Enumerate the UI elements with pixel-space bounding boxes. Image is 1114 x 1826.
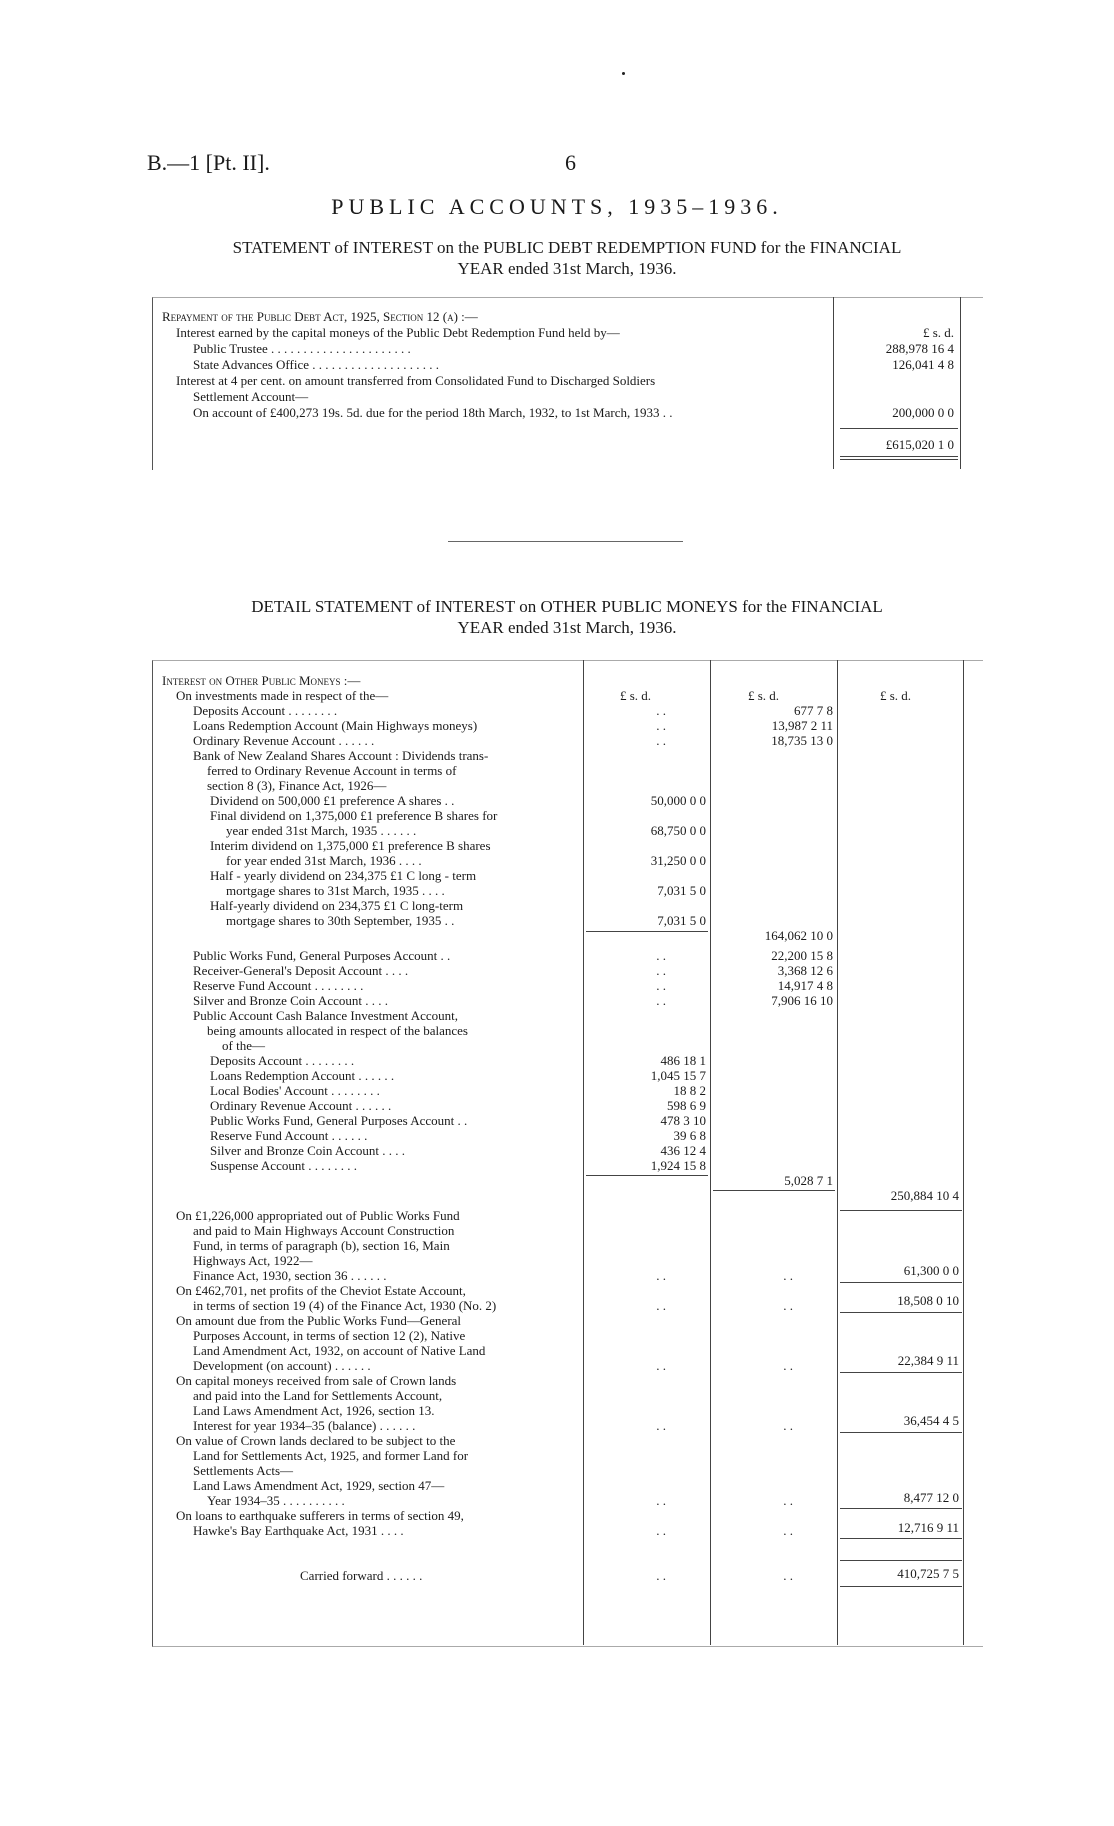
- statement2-line: Land Amendment Act, 1932, on account of Native Land: [193, 1343, 486, 1358]
- statement1-heading-line2: YEAR ended 31st March, 1936.: [457, 259, 677, 278]
- col1-amount: . .: [656, 1523, 666, 1538]
- statement2-line: in terms of section 19 (4) of the Finance Act, 1930 (No. 2): [193, 1298, 497, 1313]
- statement1-total-rule-bottom: [840, 456, 958, 457]
- statement2-line: Loans Redemption Account . . . . . .: [210, 1068, 395, 1083]
- statement1-row: Interest earned by the capital moneys of the Public Debt Redemption Fund held by—: [176, 325, 620, 340]
- col2-amount: 3,368 12 6: [777, 963, 833, 978]
- statement2-line: Land Laws Amendment Act, 1929, section 47—: [193, 1478, 445, 1493]
- col1-amount: 7,031 5 0: [657, 883, 706, 898]
- statement2-line: Deposits Account . . . . . . . .: [210, 1053, 355, 1068]
- col3-amount: 410,725 7 5: [897, 1566, 959, 1581]
- col2-amount: . .: [783, 1298, 793, 1313]
- col2-amount: 13,987 2 11: [771, 718, 833, 733]
- statement2-line: Public Account Cash Balance Investment Account,: [193, 1008, 458, 1023]
- statement2-line: Interim dividend on 1,375,000 £1 preference B shares: [210, 838, 491, 853]
- statement2-line: Interest for year 1934–35 (balance) . . . . . .: [193, 1418, 416, 1433]
- col3-head: £ s. d.: [880, 688, 912, 703]
- statement2-line: Silver and Bronze Coin Account . . . .: [193, 993, 388, 1008]
- statement2-line: section 8 (3), Finance Act, 1926—: [207, 778, 387, 793]
- col1-amount: . .: [656, 1268, 666, 1283]
- statement2-line: Purposes Account, in terms of section 12 (2), Native: [193, 1328, 466, 1343]
- statement2-line: Reserve Fund Account . . . . . . . .: [193, 978, 364, 993]
- col1-amount: . .: [656, 1493, 666, 1508]
- page-number: 6: [565, 150, 576, 175]
- statement2-line: On amount due from the Public Works Fund—General: [176, 1313, 462, 1328]
- col1-amount: . .: [656, 948, 666, 963]
- statement2-line: Settlements Acts—: [193, 1463, 294, 1478]
- statement2-line: Carried forward . . . . . .: [300, 1568, 423, 1583]
- statement1-amount: 126,041 4 8: [892, 357, 954, 372]
- statement2-line: being amounts allocated in respect of the balances: [207, 1023, 468, 1038]
- statement1-row: State Advances Office . . . . . . . . . . . . . . . . . . . .: [193, 357, 439, 372]
- statement2-line: On £462,701, net profits of the Cheviot Estate Account,: [176, 1283, 466, 1298]
- statement2-line: Reserve Fund Account . . . . . .: [210, 1128, 368, 1143]
- col2-amount: . .: [783, 1268, 793, 1283]
- statement1-row: Public Trustee . . . . . . . . . . . . . . . . . . . . . .: [193, 341, 411, 356]
- statement2-line: Half - yearly dividend on 234,375 £1 C long - term: [210, 868, 477, 883]
- statement2-line: Loans Redemption Account (Main Highways moneys): [193, 718, 478, 733]
- statement1-total-rule-double: [840, 459, 958, 460]
- statement2-line: Ordinary Revenue Account . . . . . .: [193, 733, 375, 748]
- statement2-line: and paid to Main Highways Account Construction: [193, 1223, 455, 1238]
- col3-rule: [840, 1538, 962, 1539]
- col1-amount: . .: [656, 1298, 666, 1313]
- statement2-line: Public Works Fund, General Purposes Account . .: [193, 948, 451, 963]
- statement2-line: Suspense Account . . . . . . . .: [210, 1158, 357, 1173]
- statement2-line: On investments made in respect of the—: [176, 688, 389, 703]
- statement2-line: Interest on Other Public Moneys :—: [162, 673, 361, 688]
- col3-rule: [840, 1312, 962, 1313]
- col1-subtotal-rule: [586, 1175, 708, 1176]
- statement2-line: Silver and Bronze Coin Account . . . .: [210, 1143, 405, 1158]
- statement2-line: On £1,226,000 appropriated out of Public Works Fund: [176, 1208, 460, 1223]
- statement2-line: Land Laws Amendment Act, 1926, section 13.: [193, 1403, 435, 1418]
- col2-amount: . .: [783, 1568, 793, 1583]
- statement1-row: Repayment of the Public Debt Act, 1925, Section 12 (a) :—: [162, 309, 478, 324]
- statement2-line: of the—: [222, 1038, 265, 1053]
- statement2-line: ferred to Ordinary Revenue Account in terms of: [207, 763, 457, 778]
- statement1-col-divider: [833, 297, 834, 469]
- statement2-line: On capital moneys received from sale of Crown lands: [176, 1373, 457, 1388]
- statement2-right-rule: [963, 660, 964, 1645]
- statement2-line: Highways Act, 1922—: [193, 1253, 313, 1268]
- col1-amount: 50,000 0 0: [650, 793, 706, 808]
- col1-amount: . .: [656, 1358, 666, 1373]
- col3-amount: 22,384 9 11: [897, 1353, 959, 1368]
- col1-amount: 31,250 0 0: [650, 853, 706, 868]
- col2-head: £ s. d.: [748, 688, 780, 703]
- col1-amount: 1,924 15 8: [650, 1158, 706, 1173]
- col1-amount: 486 18 1: [660, 1053, 706, 1068]
- statement2-col-divider-1: [583, 660, 584, 1645]
- statement2-line: year ended 31st March, 1935 . . . . . .: [226, 823, 417, 838]
- statement1-amount: 200,000 0 0: [892, 405, 954, 420]
- col3-rule: [840, 1508, 962, 1509]
- statement1-col-head: £ s. d.: [922, 325, 954, 340]
- statement2-line: Development (on account) . . . . . .: [193, 1358, 371, 1373]
- col2-amount: 5,028 7 1: [784, 1173, 833, 1188]
- col1-amount: 436 12 4: [660, 1143, 706, 1158]
- statement2-heading-line1: DETAIL STATEMENT of INTEREST on OTHER PUBLIC MONEYS for the FINANCIAL: [251, 597, 883, 616]
- col1-amount: . .: [656, 703, 666, 718]
- col2-amount: 22,200 15 8: [771, 948, 833, 963]
- statement1-row: On account of £400,273 19s. 5d. due for the period 18th March, 1932, to 1st March, 1933 . .: [193, 405, 673, 420]
- statement2-line: Dividend on 500,000 £1 preference A shares . .: [210, 793, 455, 808]
- statement1-total-rule-top: [840, 428, 958, 429]
- statement2-line: Fund, in terms of paragraph (b), section 16, Main: [193, 1238, 450, 1253]
- col1-amount: 598 6 9: [667, 1098, 706, 1113]
- col2-amount: . .: [783, 1358, 793, 1373]
- statement2-line: Land for Settlements Act, 1925, and former Land for: [193, 1448, 469, 1463]
- col2-amount: 164,062 10 0: [764, 928, 833, 943]
- document-reference: B.—1 [Pt. II].: [147, 150, 270, 175]
- statement2-line: On loans to earthquake sufferers in terms of section 49,: [176, 1508, 464, 1523]
- col3-amount: 61,300 0 0: [903, 1263, 959, 1278]
- col3-total-rule: [840, 1586, 962, 1587]
- statement2-line: Bank of New Zealand Shares Account : Dividends trans-: [193, 748, 489, 763]
- col1-subtotal-rule: [586, 931, 708, 932]
- statement2-line: Final dividend on 1,375,000 £1 preference B shares for: [210, 808, 498, 823]
- statement2-line: Ordinary Revenue Account . . . . . .: [210, 1098, 392, 1113]
- statement1-total: £615,020 1 0: [885, 437, 954, 452]
- col3-amount: 36,454 4 5: [903, 1413, 959, 1428]
- col2-amount: 14,917 4 8: [777, 978, 833, 993]
- col1-amount: 68,750 0 0: [650, 823, 706, 838]
- col3-rule: [840, 1372, 962, 1373]
- statement1-row: Interest at 4 per cent. on amount transferred from Consolidated Fund to Discharged Soldiers: [176, 373, 656, 388]
- col3-amount: 8,477 12 0: [903, 1490, 959, 1505]
- statement2-line: On value of Crown lands declared to be subject to the: [176, 1433, 456, 1448]
- statement2-line: Deposits Account . . . . . . . .: [193, 703, 338, 718]
- col2-amount: . .: [783, 1493, 793, 1508]
- statement2-line: mortgage shares to 30th September, 1935 . .: [226, 913, 455, 928]
- statement1-row: Settlement Account—: [193, 389, 309, 404]
- col3-rule: [840, 1282, 962, 1283]
- col2-amount: 7,906 16 10: [771, 993, 833, 1008]
- col3-amount: 18,508 0 10: [897, 1293, 959, 1308]
- col1-amount: . .: [656, 963, 666, 978]
- statement1-heading-line1: STATEMENT of INTEREST on the PUBLIC DEBT REDEMPTION FUND for the FINANCIAL: [232, 238, 902, 257]
- col1-amount: 18 8 2: [673, 1083, 706, 1098]
- col3-amount: 12,716 9 11: [897, 1520, 959, 1535]
- statement2-line: Half-yearly dividend on 234,375 £1 C long-term: [210, 898, 464, 913]
- statement2-line: Finance Act, 1930, section 36 . . . . . .: [193, 1268, 387, 1283]
- statement2-line: Receiver-General's Deposit Account . . . .: [193, 963, 409, 978]
- statement2-heading-line2: YEAR ended 31st March, 1936.: [457, 618, 677, 637]
- statement1-amount: 288,978 16 4: [885, 341, 954, 356]
- statement1-right-rule: [960, 297, 961, 469]
- statement2-line: Local Bodies' Account . . . . . . . .: [210, 1083, 380, 1098]
- col1-amount: . .: [656, 718, 666, 733]
- page-title: PUBLIC ACCOUNTS, 1935–1936.: [331, 194, 783, 219]
- col2-amount: 18,735 13 0: [771, 733, 833, 748]
- col2-amount: 677 7 8: [794, 703, 833, 718]
- col1-amount: . .: [656, 733, 666, 748]
- col1-amount: . .: [656, 978, 666, 993]
- ink-dot: [622, 72, 625, 75]
- col3-rule: [840, 1210, 962, 1211]
- col1-amount: 1,045 15 7: [650, 1068, 706, 1083]
- col1-head: £ s. d.: [620, 688, 652, 703]
- statement2-line: Hawke's Bay Earthquake Act, 1931 . . . .: [193, 1523, 404, 1538]
- col3-amount: 250,884 10 4: [890, 1188, 959, 1203]
- col1-amount: 39 6 8: [673, 1128, 706, 1143]
- col1-amount: . .: [656, 1418, 666, 1433]
- statement2-col-divider-2: [710, 660, 711, 1645]
- col3-total-rule: [840, 1560, 962, 1561]
- statement2-col-divider-3: [837, 660, 838, 1645]
- statement2-line: Public Works Fund, General Purposes Account . .: [210, 1113, 468, 1128]
- col1-amount: . .: [656, 1568, 666, 1583]
- col2-amount: . .: [783, 1523, 793, 1538]
- statement2-line: Year 1934–35 . . . . . . . . . .: [207, 1493, 345, 1508]
- col1-amount: . .: [656, 993, 666, 1008]
- col2-subtotal-rule: [713, 1190, 835, 1191]
- statement2-line: for year ended 31st March, 1936 . . . .: [226, 853, 422, 868]
- statement2-line: and paid into the Land for Settlements Account,: [193, 1388, 443, 1403]
- section-separator: [448, 541, 683, 542]
- col3-rule: [840, 1432, 962, 1433]
- col1-amount: 7,031 5 0: [657, 913, 706, 928]
- statement2-line: mortgage shares to 31st March, 1935 . . . .: [226, 883, 445, 898]
- col1-amount: 478 3 10: [660, 1113, 706, 1128]
- col2-amount: . .: [783, 1418, 793, 1433]
